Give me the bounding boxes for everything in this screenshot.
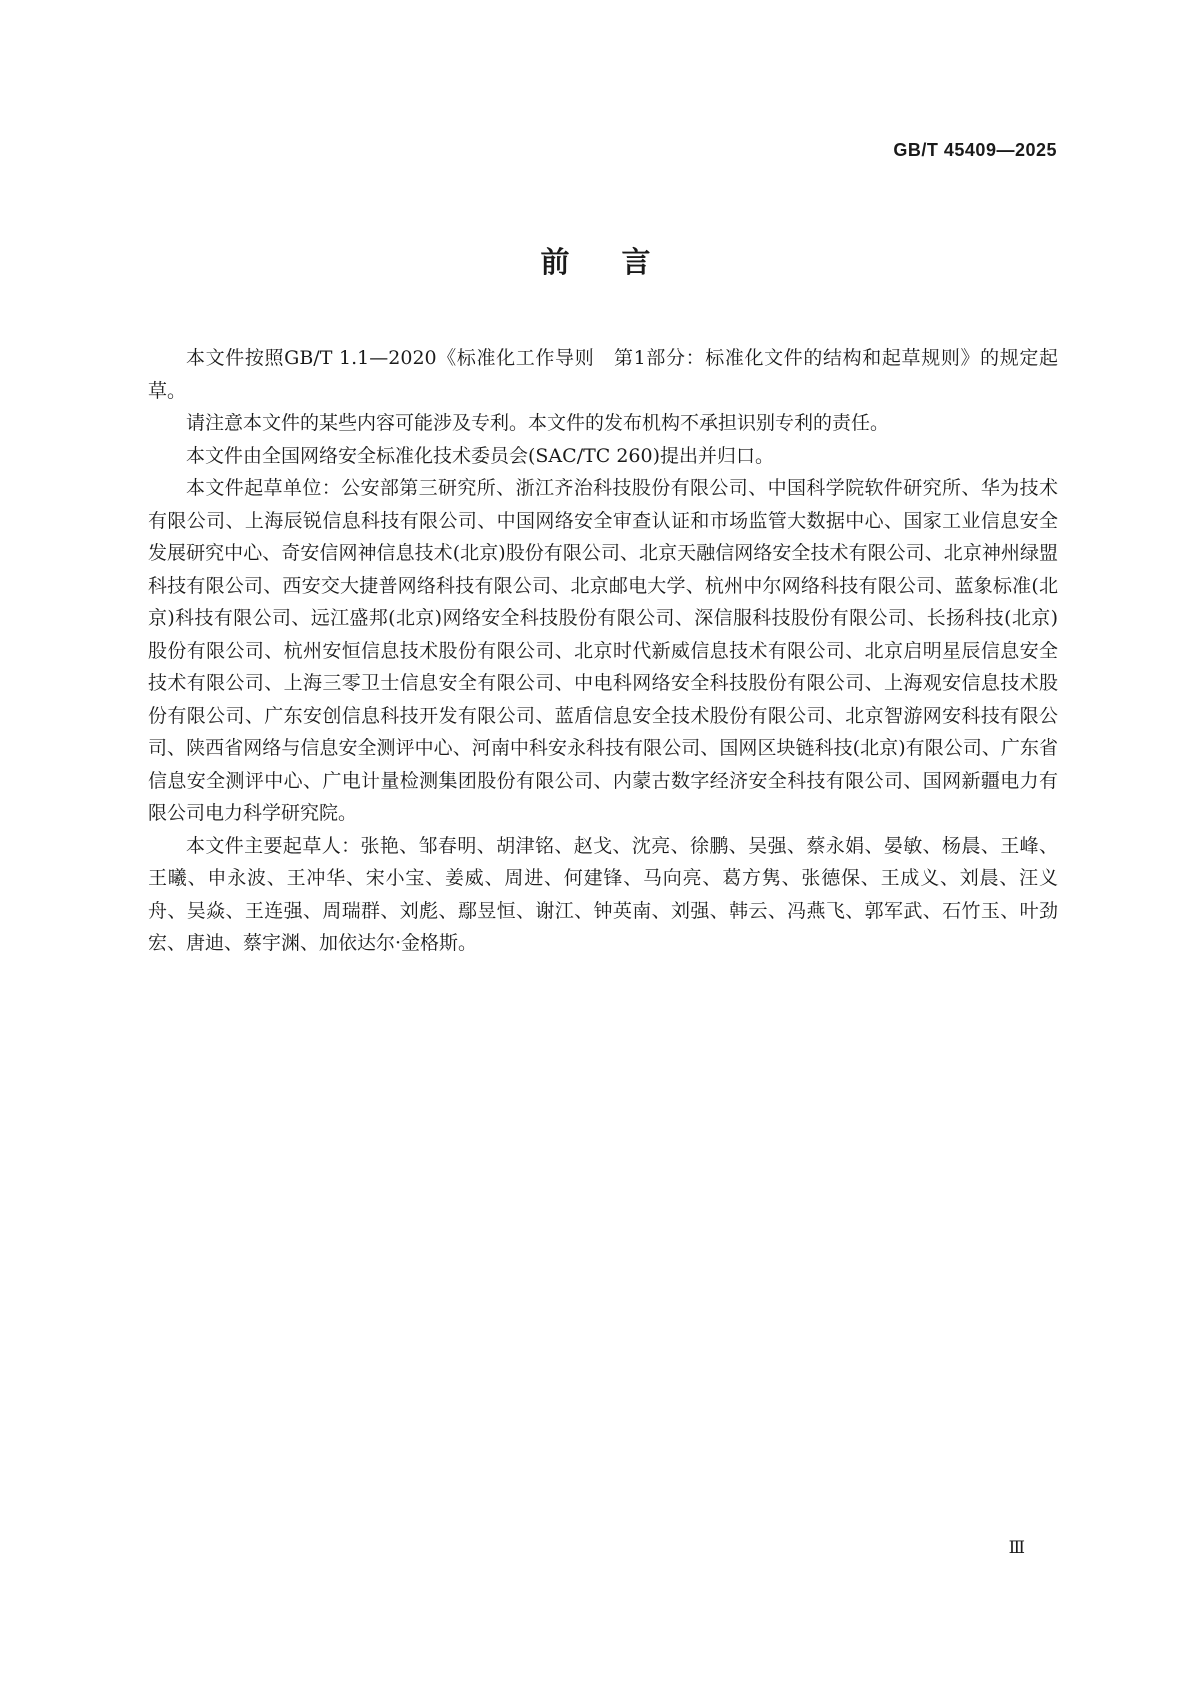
foreword-body xyxy=(148,342,1058,960)
paragraph-drafting-units: 本文件起草单位：公安部第三研究所、浙江齐治科技股份有限公司、中国科学院软件研究所、华为技术有限公司、上海辰锐信息科技有限公司、中国网络安全审查认证和市场监管大数据中心、国家工业信息安全发展研究中心、奇安信网神信息技术(北京)股份有限公司、北京天融信网络安全技术有限公司、北京神州绿盟科技有限公司、西安交大捷普网络科技有限公司、北京邮电大学、杭州中尔网络科技有限公司、蓝象标准(北京)科技有限公司、远江盛邦(北京)网络安全科技股份有限公司、深信服科技股份有限公司、长扬科技(北京)股份有限公司、杭州安恒信息技术股份有限公司、北京时代新威信息技术有限公司、北京启明星辰信息安全技术有限公司、上海三零卫士信息安全有限公司、中电科网络安全科技股份有限公司、上海观安信息技术股份有限公司、广东安创信息科技开发有限公司、蓝盾信息安全技术股份有限公司、北京智游网安科技有限公司、陕西省网络与信息安全测评中心、河南中科安永科技有限公司、国网区块链科技(北京)有限公司、广东省信息安全测评中心、广电计量检测集团股份有限公司、内蒙古数字经济安全科技有限公司、国网新疆电力有限公司电力科学研究院。 xyxy=(148,477,1058,824)
page-number: Ⅲ xyxy=(1008,1538,1025,1558)
standard-code: GB/T 45409—2025 xyxy=(893,140,1057,160)
paragraph-proposing-committee: 本文件由全国网络安全标准化技术委员会(SAC/TC 260)提出并归口。 xyxy=(186,444,775,467)
paragraph-drafters: 本文件主要起草人：张艳、邹春明、胡津铭、赵戈、沈亮、徐鹏、吴强、蔡永娟、晏敏、杨晨、王峰、王曦、申永波、王冲华、宋小宝、姜威、周进、何建锋、马向亮、葛方隽、张德保、王成义、刘晨、汪义舟、吴焱、王连强、周瑞群、刘彪、鄢昱恒、谢江、钟英南、刘强、韩云、冯燕飞、郭军武、石竹玉、叶劲宏、唐迪、蔡宇渊、加依达尔·金格斯。 xyxy=(148,834,1058,954)
paragraph-drafting-rules: 本文件按照GB/T 1.1—2020《标准化工作导则 第1部分：标准化文件的结构和起草规则》的规定起草。 xyxy=(148,347,1058,402)
page-title: 前言 xyxy=(540,245,703,279)
paragraph-patent-notice: 请注意本文件的某些内容可能涉及专利。本文件的发布机构不承担识别专利的责任。 xyxy=(186,412,890,434)
